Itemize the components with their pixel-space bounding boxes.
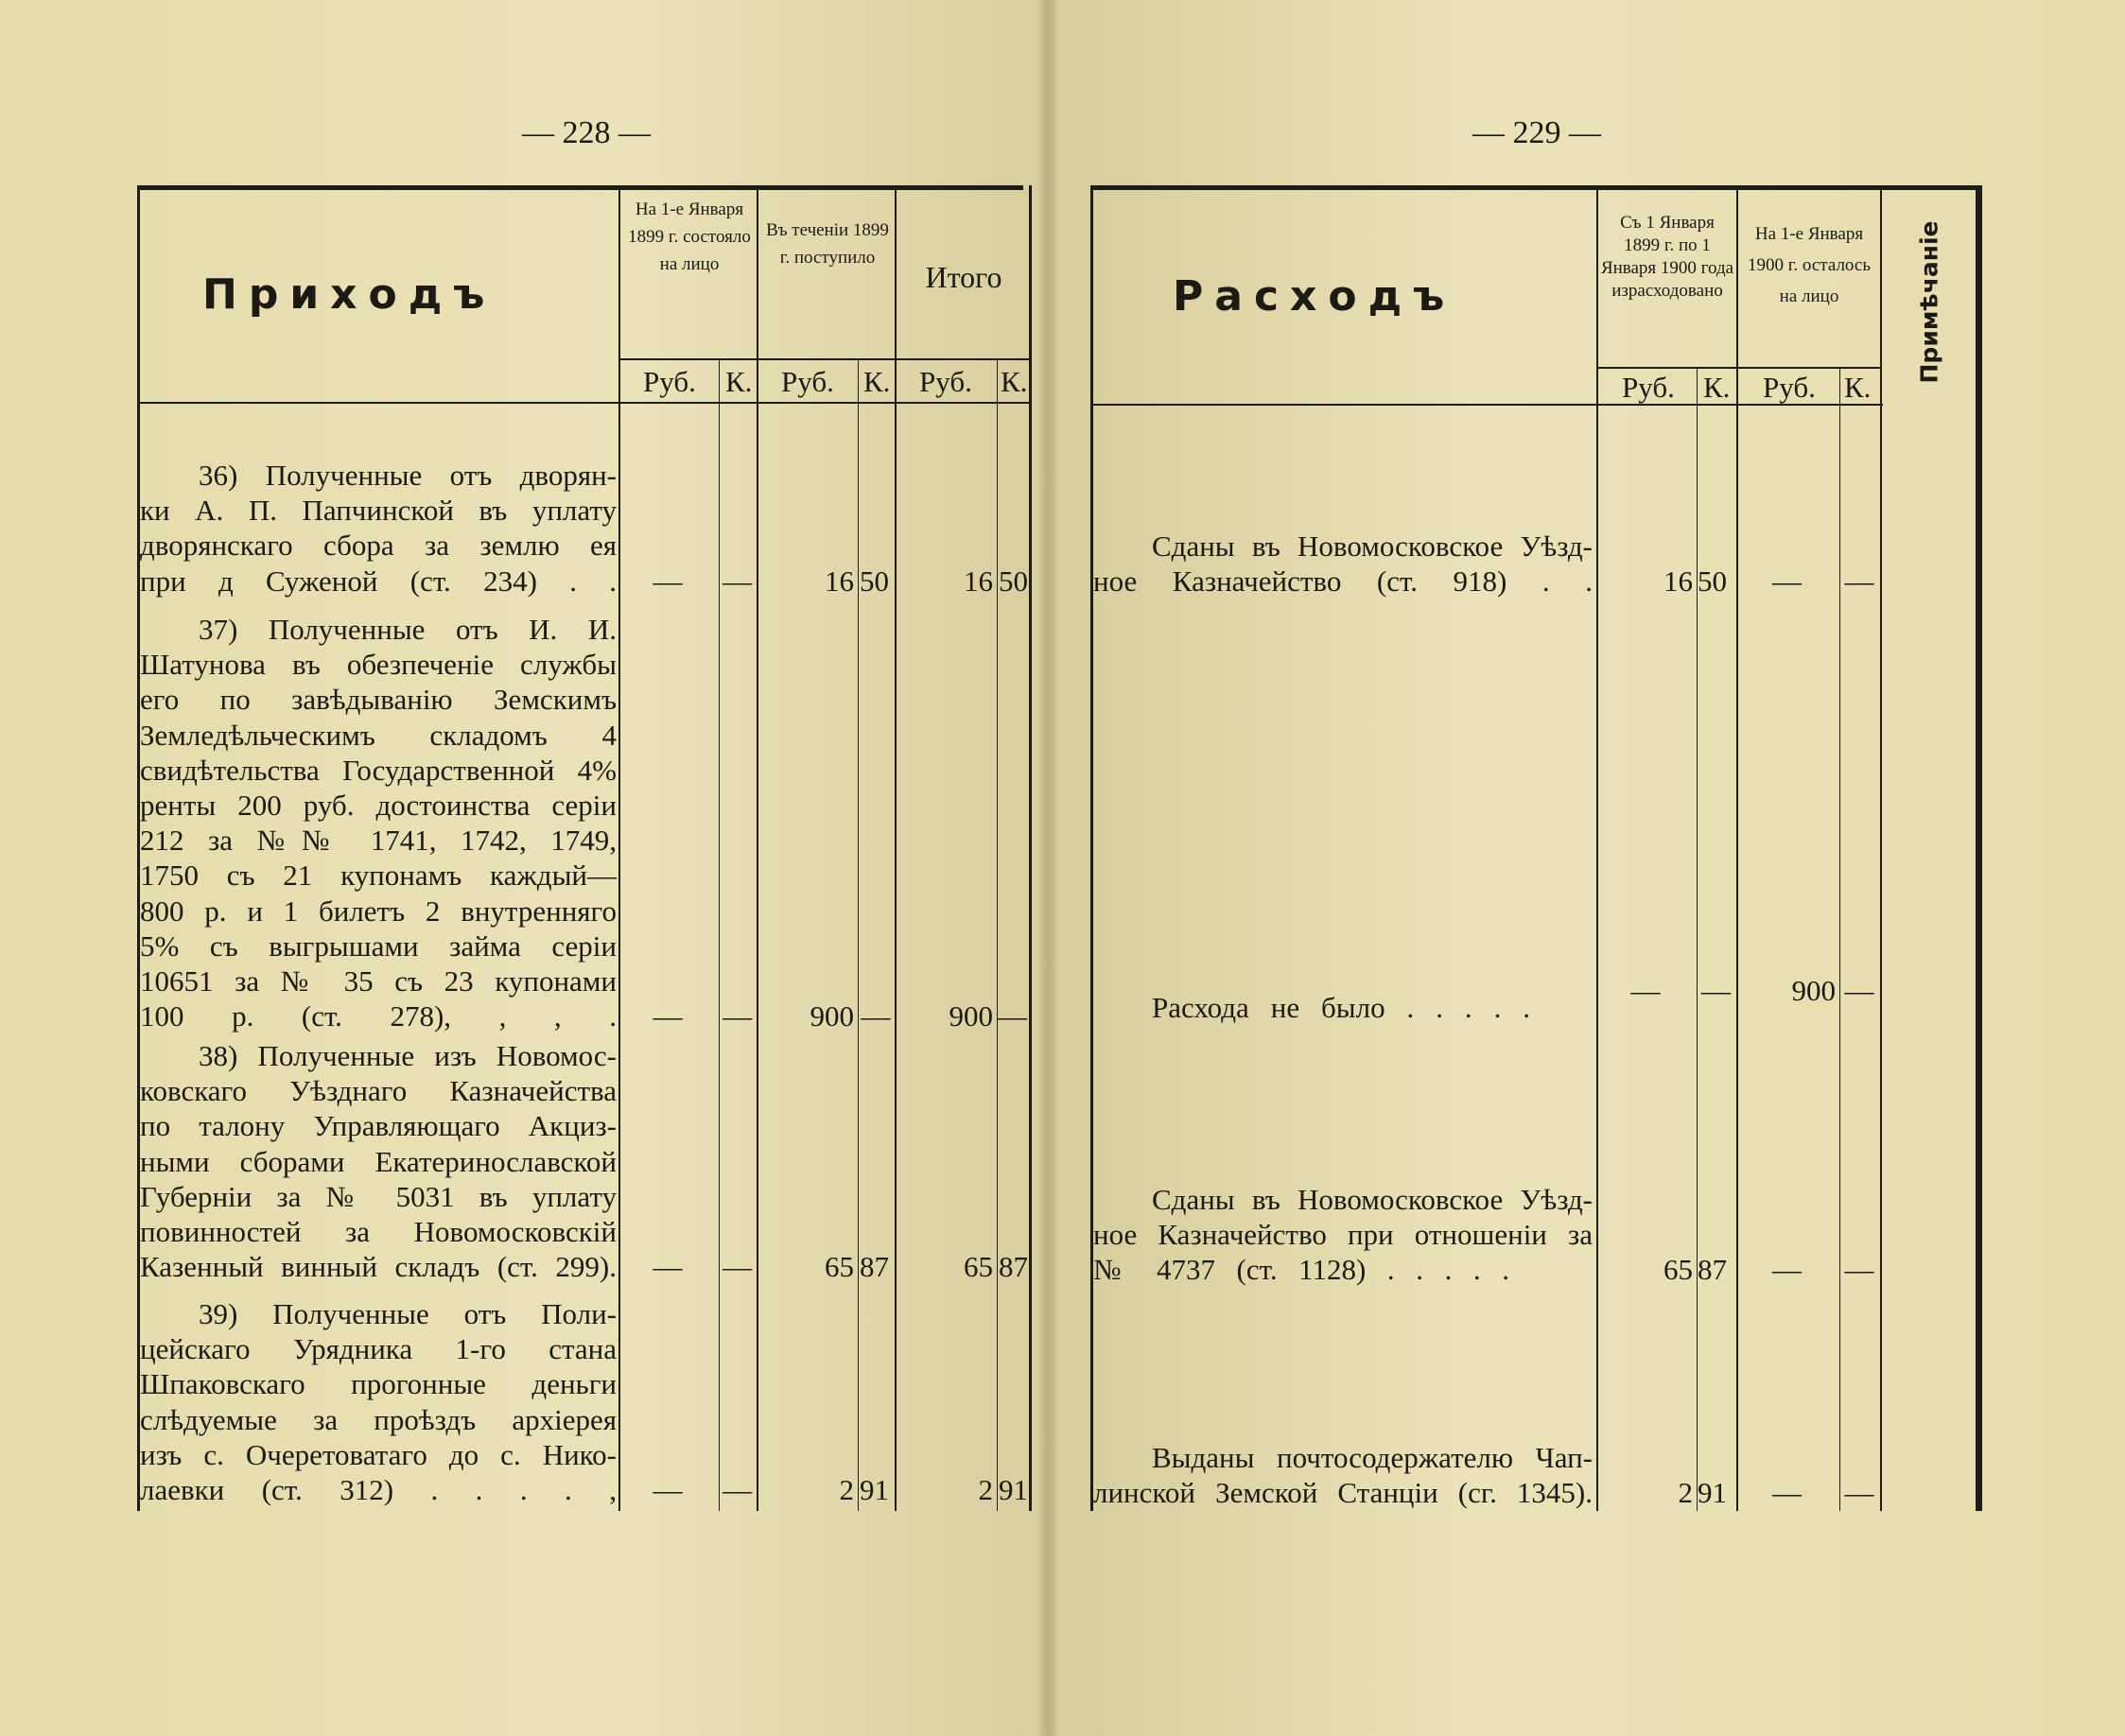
left-entry-line: 1750 съ 21 купонамъ каждый—: [140, 859, 617, 893]
left-entry-line: Земледѣльческимъ складомъ 4: [140, 718, 617, 752]
left-entry-line: дворянскаго сбора за землю ея: [140, 529, 617, 563]
left-amount-start-rub: —: [653, 564, 683, 598]
left-entry-line: Шпаковскаго прогонные деньги: [140, 1367, 617, 1401]
right-amount-spent-rub: —: [1630, 974, 1661, 1007]
right-unit-rub-1: Руб.: [1622, 371, 1675, 404]
left-header-total: Итого: [925, 260, 1002, 294]
right-entry-line: № 4737 (ст. 1128) . . . . .: [1093, 1253, 1509, 1287]
left-amount-recv-kop: 91: [860, 1473, 889, 1506]
left-unit-rub-3: Руб.: [919, 365, 972, 398]
left-amount-total-rub: 2: [978, 1473, 993, 1506]
left-entry-line: 5% съ выгрышами займа серіи: [140, 929, 617, 963]
left-amount-recv-kop: 87: [860, 1250, 889, 1284]
left-amount-recv-kop: 50: [860, 564, 889, 598]
right-amount-rem-rub: 900: [1791, 974, 1836, 1007]
left-entry-line: по талону Управляющаго Акциз-: [140, 1109, 617, 1143]
left-entry-line: лаевки (ст. 312) . . . . ,: [140, 1473, 617, 1506]
left-col-sep-1: [618, 185, 620, 1511]
left-unit-rub-1: Руб.: [643, 365, 696, 398]
left-amount-total-kop: 91: [999, 1473, 1028, 1506]
left-entry-line: при д Суженой (ст. 234) . .: [140, 564, 617, 598]
left-amount-recv-kop: —: [861, 999, 891, 1033]
left-unit-kop-2: К.: [863, 365, 891, 398]
right-kop-sep-1: [1697, 368, 1698, 1511]
left-page-number: — 228 —: [522, 115, 651, 150]
left-amount-start-rub: —: [653, 999, 683, 1033]
right-entry-line: линской Земской Станціи (сг. 1345).: [1093, 1476, 1593, 1510]
right-amount-spent-kop: 50: [1698, 564, 1727, 599]
left-frame-right: [1029, 185, 1032, 1511]
right-amount-spent-rub: 16: [1663, 564, 1693, 599]
left-kop-sep-3: [997, 359, 998, 1511]
left-entry-line: 100 р. (ст. 278), , , .: [140, 999, 617, 1033]
right-amount-spent-kop: 87: [1698, 1253, 1727, 1287]
left-entry-line: слѣдуемые за проѣздъ архіерея: [140, 1402, 617, 1436]
left-entry-line: свидѣтельства Государственной 4%: [140, 753, 617, 787]
right-amount-spent-rub: 65: [1663, 1253, 1693, 1287]
left-entry-line: ки А. П. Папчинской въ уплату: [140, 494, 617, 528]
left-amount-total-kop: 87: [999, 1250, 1028, 1284]
left-entry-line: цейскаго Урядника 1-го стана: [140, 1332, 617, 1366]
left-amount-recv-rub: 65: [825, 1250, 854, 1284]
right-unit-rub-2: Руб.: [1763, 371, 1816, 404]
left-amount-recv-rub: 16: [825, 564, 854, 598]
right-frame-right: [1976, 185, 1982, 1511]
left-unit-rule: [619, 358, 1031, 360]
right-kop-sep-2: [1839, 368, 1840, 1511]
left-entry-line: Шатунова въ обезпеченіе службы: [140, 648, 617, 682]
right-amount-rem-kop: —: [1844, 564, 1874, 599]
left-header-rule: [137, 402, 1031, 404]
left-amount-total-kop: 50: [999, 564, 1028, 598]
left-header-received: Въ теченіи 1899 г. поступило: [766, 220, 889, 268]
right-frame-left: [1090, 185, 1093, 1511]
left-table-title: Приходъ: [202, 270, 496, 319]
right-entry-line: Выданы почтосодержателю Чап-: [1152, 1441, 1593, 1474]
left-unit-kop-1: К.: [725, 365, 753, 398]
right-unit-kop-2: К.: [1844, 371, 1872, 404]
left-entry-line: повинностей за Новомосковскій: [140, 1215, 617, 1248]
left-amount-total-kop: —: [998, 999, 1027, 1033]
left-entry-line: ковскаго Уѣзднаго Казначейства: [140, 1074, 617, 1108]
right-table-title: Расходъ: [1173, 272, 1456, 321]
left-unit-kop-3: К.: [1001, 365, 1028, 398]
right-entry-line: Сданы въ Новомосковское Уѣзд-: [1152, 1183, 1593, 1216]
right-header-note: Примѣчаніе: [1915, 220, 1943, 384]
left-entry-line: изъ с. Очеретоватаго до с. Нико-: [140, 1437, 617, 1471]
left-entry-line: его по завѣдыванію Земскимъ: [140, 683, 617, 717]
right-amount-rem-rub: —: [1772, 1253, 1802, 1287]
left-entry-line: 39) Полученные отъ Поли-: [199, 1297, 617, 1330]
left-entry-line: Губерніи за № 5031 въ уплату: [140, 1179, 617, 1213]
right-amount-rem-rub: —: [1772, 564, 1802, 599]
right-col-sep-1: [1596, 185, 1598, 1511]
left-kop-sep-2: [858, 359, 859, 1511]
right-header-spent: Съ 1 Января 1899 г. по 1 Января 1900 года израсходовано: [1600, 213, 1734, 301]
left-amount-start-kop: —: [723, 1473, 752, 1506]
left-entry-line: 10651 за № 35 съ 23 купонами: [140, 964, 617, 998]
left-entry-line: 212 за №№ 1741, 1742, 1749,: [140, 824, 617, 858]
left-unit-rub-2: Руб.: [781, 365, 834, 398]
left-amount-start-rub: —: [653, 1473, 683, 1506]
left-top-rule: [137, 185, 1023, 190]
right-amount-spent-kop: 91: [1698, 1476, 1727, 1510]
left-amount-total-rub: 900: [949, 999, 993, 1033]
left-amount-recv-rub: 2: [839, 1473, 854, 1506]
left-header-on-hand: На 1-е Января 1899 г. состояло на лицо: [628, 200, 751, 274]
right-amount-rem-rub: —: [1772, 1476, 1802, 1510]
left-amount-start-kop: —: [723, 564, 752, 598]
right-amount-rem-kop: —: [1844, 1253, 1874, 1287]
right-amount-spent-kop: —: [1701, 974, 1731, 1007]
left-amount-start-rub: —: [653, 1250, 683, 1284]
right-unit-kop-1: К.: [1703, 371, 1731, 404]
right-header-remaining: На 1-е Января 1900 г. осталось на лицо: [1748, 224, 1871, 306]
left-entry-line: 36) Полученные отъ дворян-: [199, 459, 617, 492]
left-col-sep-3: [895, 185, 897, 1511]
left-amount-total-rub: 65: [964, 1250, 993, 1284]
right-entry-line: ное Казначейство при отношеніи за: [1093, 1218, 1593, 1252]
left-amount-total-rub: 16: [964, 564, 993, 598]
left-entry-line: 800 р. и 1 билетъ 2 внутренняго: [140, 894, 617, 928]
right-amount-rem-kop: —: [1844, 1476, 1874, 1510]
left-entry-line: ренты 200 руб. достоинства серіи: [140, 789, 617, 822]
left-amount-start-kop: —: [723, 1250, 752, 1284]
right-header-rule: [1090, 404, 1883, 406]
right-top-rule: [1090, 185, 1982, 190]
right-page-number: — 229 —: [1472, 115, 1601, 150]
right-amount-spent-rub: 2: [1678, 1476, 1693, 1510]
left-entry-line: 37) Полученные отъ И. И.: [199, 613, 617, 646]
right-entry-line: Сданы въ Новомосковское Уѣзд-: [1152, 529, 1593, 563]
left-entry-line: 38) Полученные изъ Новомос-: [199, 1039, 617, 1072]
book-gutter: [1036, 0, 1059, 1736]
left-col-sep-2: [757, 185, 758, 1511]
right-entry-line: Расхода не было . . . . .: [1152, 991, 1530, 1024]
right-entry-line: ное Казначейство (ст. 918) . .: [1093, 564, 1593, 599]
left-entry-line: ными сборами Екатеринославской: [140, 1144, 617, 1178]
right-col-sep-2: [1736, 185, 1738, 1511]
right-amount-rem-kop: —: [1844, 974, 1874, 1007]
right-col-sep-3: [1880, 185, 1882, 1511]
right-unit-rule: [1598, 367, 1880, 369]
left-entry-line: Казенный винный складъ (ст. 299).: [140, 1250, 617, 1284]
left-amount-recv-rub: 900: [810, 999, 854, 1033]
left-kop-sep-1: [719, 359, 720, 1511]
left-amount-start-kop: —: [723, 999, 752, 1033]
